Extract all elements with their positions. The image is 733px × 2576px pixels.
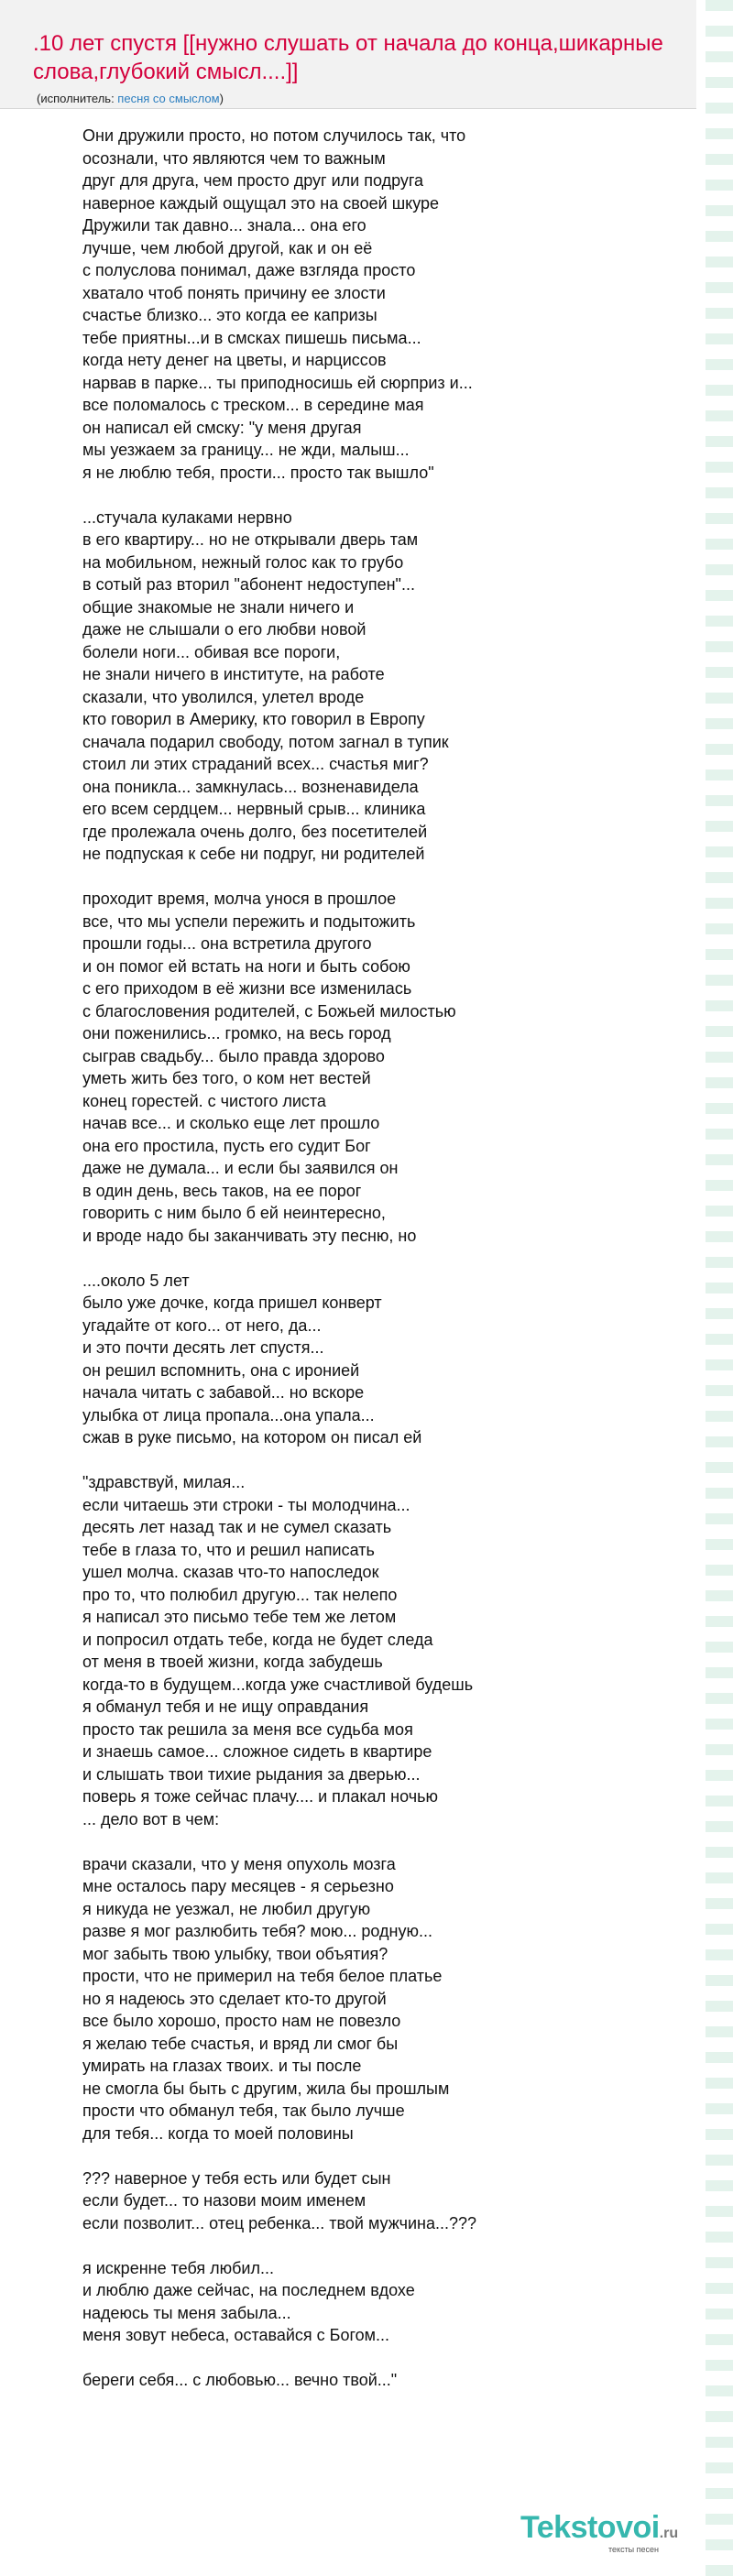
- lyric-line: [82, 2347, 669, 2370]
- lyric-line: его всем сердцем... нервный срыв... клиника: [82, 800, 426, 818]
- lyrics-text: [82, 125, 669, 2392]
- lyric-line: сначала подарил свободу, потом загнал в тупик: [82, 732, 449, 751]
- lyric-line: на мобильном, нежный голос как то грубо: [82, 552, 404, 572]
- lyric-line: Дружили так давно... знала... она его: [82, 216, 366, 235]
- lyric-line: от меня в твоей жизни, когда забудешь: [82, 1653, 383, 1671]
- lyric-line: надеюсь ты меня забыла...: [82, 2303, 291, 2322]
- lyric-line: если будет... то назови моим именем: [82, 2191, 366, 2210]
- lyric-line: все было хорошо, просто нам не повезло: [82, 2012, 401, 2030]
- lyric-line: Они дружили просто, но потом случилось так, что: [82, 126, 466, 145]
- lyric-line: в сотый раз вторил "абонент недоступен"...: [82, 575, 415, 594]
- performer-line: [37, 92, 224, 105]
- lyric-line: все, что мы успели пережить и подытожить: [82, 911, 416, 931]
- lyric-line: даже не думала... и если бы заявился он: [82, 1159, 399, 1177]
- lyric-line: мог забыть твою улыбку, твои объятия?: [82, 1944, 388, 1963]
- lyric-line: он решил вспомнить, она с иронией: [82, 1360, 360, 1380]
- performer-suffix: ): [219, 92, 224, 105]
- lyric-line: сжав в руке письмо, на котором он писал ей: [82, 1428, 422, 1446]
- lyric-line: было уже дочке, когда пришел конверт: [82, 1293, 382, 1312]
- lyric-line: стоил ли этих страданий всех... счастья миг?: [82, 755, 429, 773]
- lyric-line: не смогла бы быть с другим, жила бы прошлым: [82, 2079, 450, 2098]
- lyric-line: он написал ей смску: "у меня другая: [82, 418, 362, 437]
- lyric-line: наверное каждый ощущал это на своей шкуре: [82, 193, 440, 213]
- lyric-line: счастье близко... это когда ее капризы: [82, 306, 377, 324]
- lyric-line: и вроде надо бы заканчивать эту песню, но: [82, 1226, 417, 1245]
- lyric-line: я никуда не уезжал, не любил другую: [82, 1899, 371, 1918]
- lyric-line: тебе приятны...и в смсках пишешь письма...: [82, 328, 421, 347]
- lyric-line: говорить с ним было б ей неинтересно,: [82, 1204, 386, 1222]
- lyric-line: я написал это письмо тебе тем же летом: [82, 1608, 397, 1626]
- lyric-line: ??? наверное у тебя есть или будет сын: [82, 2168, 391, 2188]
- lyric-line: нарвав в парке... ты приподносишь ей сюрприз и...: [82, 373, 473, 392]
- lyric-line: если позволит... отец ребенка... твой мужчина...???: [82, 2213, 477, 2232]
- lyric-line: улыбка от лица пропала...она упала...: [82, 1405, 375, 1424]
- lyric-line: лучше, чем любой другой, как и он её: [82, 238, 373, 257]
- decorative-stripe: [706, 0, 733, 2576]
- lyric-line: для тебя... когда то моей половины: [82, 2123, 354, 2143]
- lyric-line: где пролежала очень долго, без посетителей: [82, 822, 428, 841]
- performer-link[interactable]: песня со смыслом: [117, 92, 220, 105]
- lyric-line: когда нету денег на цветы, и нарциссов: [82, 351, 387, 369]
- lyric-line: [82, 1247, 669, 1270]
- lyric-line: она его простила, пусть его судит Бог: [82, 1136, 371, 1155]
- lyric-line: проходит время, молча унося в прошлое: [82, 890, 397, 908]
- page-header: [0, 0, 696, 109]
- lyric-line: тебе в глаза то, что и решил написать: [82, 1540, 375, 1559]
- lyric-line: хватало чтоб понять причину ее злости: [82, 283, 386, 302]
- lyric-line: в один день, весь таков, на ее порог: [82, 1181, 362, 1200]
- lyric-line: и знаешь самое... сложное сидеть в квартире: [82, 1742, 432, 1761]
- lyric-line: и люблю даже сейчас, на последнем вдохе: [82, 2281, 415, 2299]
- lyric-line: друг для друга, чем просто друг или подруга: [82, 171, 424, 190]
- lyric-line: [82, 1449, 669, 1472]
- lyric-line: сказали, что уволился, улетел вроде: [82, 687, 365, 706]
- lyric-line: угадайте от кого... от него, да...: [82, 1315, 322, 1335]
- lyric-line: сыграв свадьбу... было правда здорово: [82, 1046, 385, 1065]
- lyric-line: про то, что полюбил другую... так нелепо: [82, 1585, 398, 1604]
- lyric-line: общие знакомые не знали ничего и: [82, 597, 355, 617]
- lyric-line: прошли годы... она встретила другого: [82, 934, 372, 953]
- lyric-line: ....около 5 лет: [82, 1271, 190, 1290]
- lyric-line: поверь я тоже сейчас плачу.... и плакал ночью: [82, 1787, 438, 1806]
- lyric-line: все поломалось с треском... в середине мая: [82, 396, 424, 414]
- lyric-line: мы уезжаем за границу... не жди, малыш...: [82, 441, 410, 459]
- lyric-line: ... дело вот в чем:: [82, 1809, 220, 1828]
- site-logo[interactable]: [520, 2510, 691, 2560]
- lyric-line: с благословения родителей, с Божьей милостью: [82, 1001, 456, 1021]
- logo-domain: .ru: [659, 2526, 679, 2541]
- lyric-line: уметь жить без того, о ком нет вестей: [82, 1069, 371, 1087]
- lyric-line: начав все... и сколько еще лет прошло: [82, 1114, 380, 1132]
- performer-prefix: (исполнитель:: [37, 92, 118, 105]
- lyric-line: когда-то в будущем...когда уже счастливой будешь: [82, 1675, 474, 1694]
- lyric-line: осознали, что являются чем то важным: [82, 148, 386, 168]
- lyric-line: и он помог ей встать на ноги и быть собою: [82, 956, 410, 976]
- lyric-line: меня зовут небеса, оставайся с Богом...: [82, 2326, 390, 2344]
- lyric-line: "здравствуй, милая...: [82, 1473, 246, 1491]
- lyric-line: и слышать твои тихие рыдания за дверью...: [82, 1764, 421, 1784]
- lyric-line: конец горестей. с чистого листа: [82, 1091, 326, 1110]
- lyric-line: но я надеюсь это сделает кто-то другой: [82, 1989, 387, 2008]
- song-title: .10 лет спустя [[нужно слушать от начала до конца,шикарные слова,глубокий смысл....]]: [33, 31, 663, 84]
- lyric-line: начала читать с забавой... но вскоре: [82, 1383, 365, 1402]
- lyric-line: [82, 2145, 669, 2167]
- lyric-line: десять лет назад так и не сумел сказать: [82, 1518, 392, 1536]
- lyric-line: я искренне тебя любил...: [82, 2258, 274, 2277]
- lyric-line: кто говорил в Америку, кто говорил в Европу: [82, 710, 425, 728]
- lyric-line: я не люблю тебя, прости... просто так вышло": [82, 463, 434, 482]
- lyric-line: я желаю тебе счастья, и вряд ли смог бы: [82, 2034, 399, 2053]
- lyric-line: даже не слышали о его любви новой: [82, 620, 366, 639]
- lyric-line: умирать на глазах твоих. и ты после: [82, 2057, 362, 2075]
- lyric-line: болели ноги... обивая все пороги,: [82, 642, 341, 661]
- lyric-line: с полуслова понимал, даже взгляда просто: [82, 261, 416, 279]
- lyric-line: ушел молча. сказав что-то напоследок: [82, 1563, 379, 1581]
- lyric-line: не знали ничего в институте, на работе: [82, 665, 385, 683]
- logo-name: Tekstovoi: [520, 2510, 660, 2545]
- lyric-line: они поженились... громко, на весь город: [82, 1024, 391, 1042]
- lyric-line: прости, что не примерил на тебя белое платье: [82, 1967, 443, 1985]
- lyric-line: с его приходом в её жизни все изменилась: [82, 979, 412, 998]
- lyric-line: не подпуская к себе ни подруг, ни родителей: [82, 845, 425, 863]
- lyric-line: [82, 484, 669, 507]
- lyric-line: если читаешь эти строки - ты молодчина...: [82, 1495, 410, 1514]
- logo-tagline: тексты песен: [608, 2545, 660, 2554]
- lyric-line: просто так решила за меня все судьба моя: [82, 1719, 413, 1739]
- lyric-line: [82, 866, 669, 889]
- lyric-line: она поникла... замкнулась... возненавидела: [82, 777, 419, 796]
- lyric-line: мне осталось пару месяцев - я серьезно: [82, 1877, 394, 1895]
- lyric-line: и попросил отдать тебе, когда не будет следа: [82, 1630, 433, 1649]
- lyric-line: [82, 1830, 669, 1853]
- lyric-line: ...стучала кулаками нервно: [82, 508, 292, 527]
- lyric-line: в его квартиру... но не открывали дверь там: [82, 530, 419, 549]
- lyric-line: я обманул тебя и не ищу оправдания: [82, 1697, 369, 1716]
- lyric-line: береги себя... с любовью... вечно твой...": [82, 2371, 398, 2389]
- lyric-line: разве я мог разлюбить тебя? мою... родную...: [82, 1922, 432, 1940]
- lyric-line: прости что обманул тебя, так было лучше: [82, 2101, 405, 2120]
- lyric-line: [82, 2234, 669, 2257]
- lyric-line: и это почти десять лет спустя...: [82, 1338, 324, 1357]
- lyric-line: врачи сказали, что у меня опухоль мозга: [82, 1854, 396, 1873]
